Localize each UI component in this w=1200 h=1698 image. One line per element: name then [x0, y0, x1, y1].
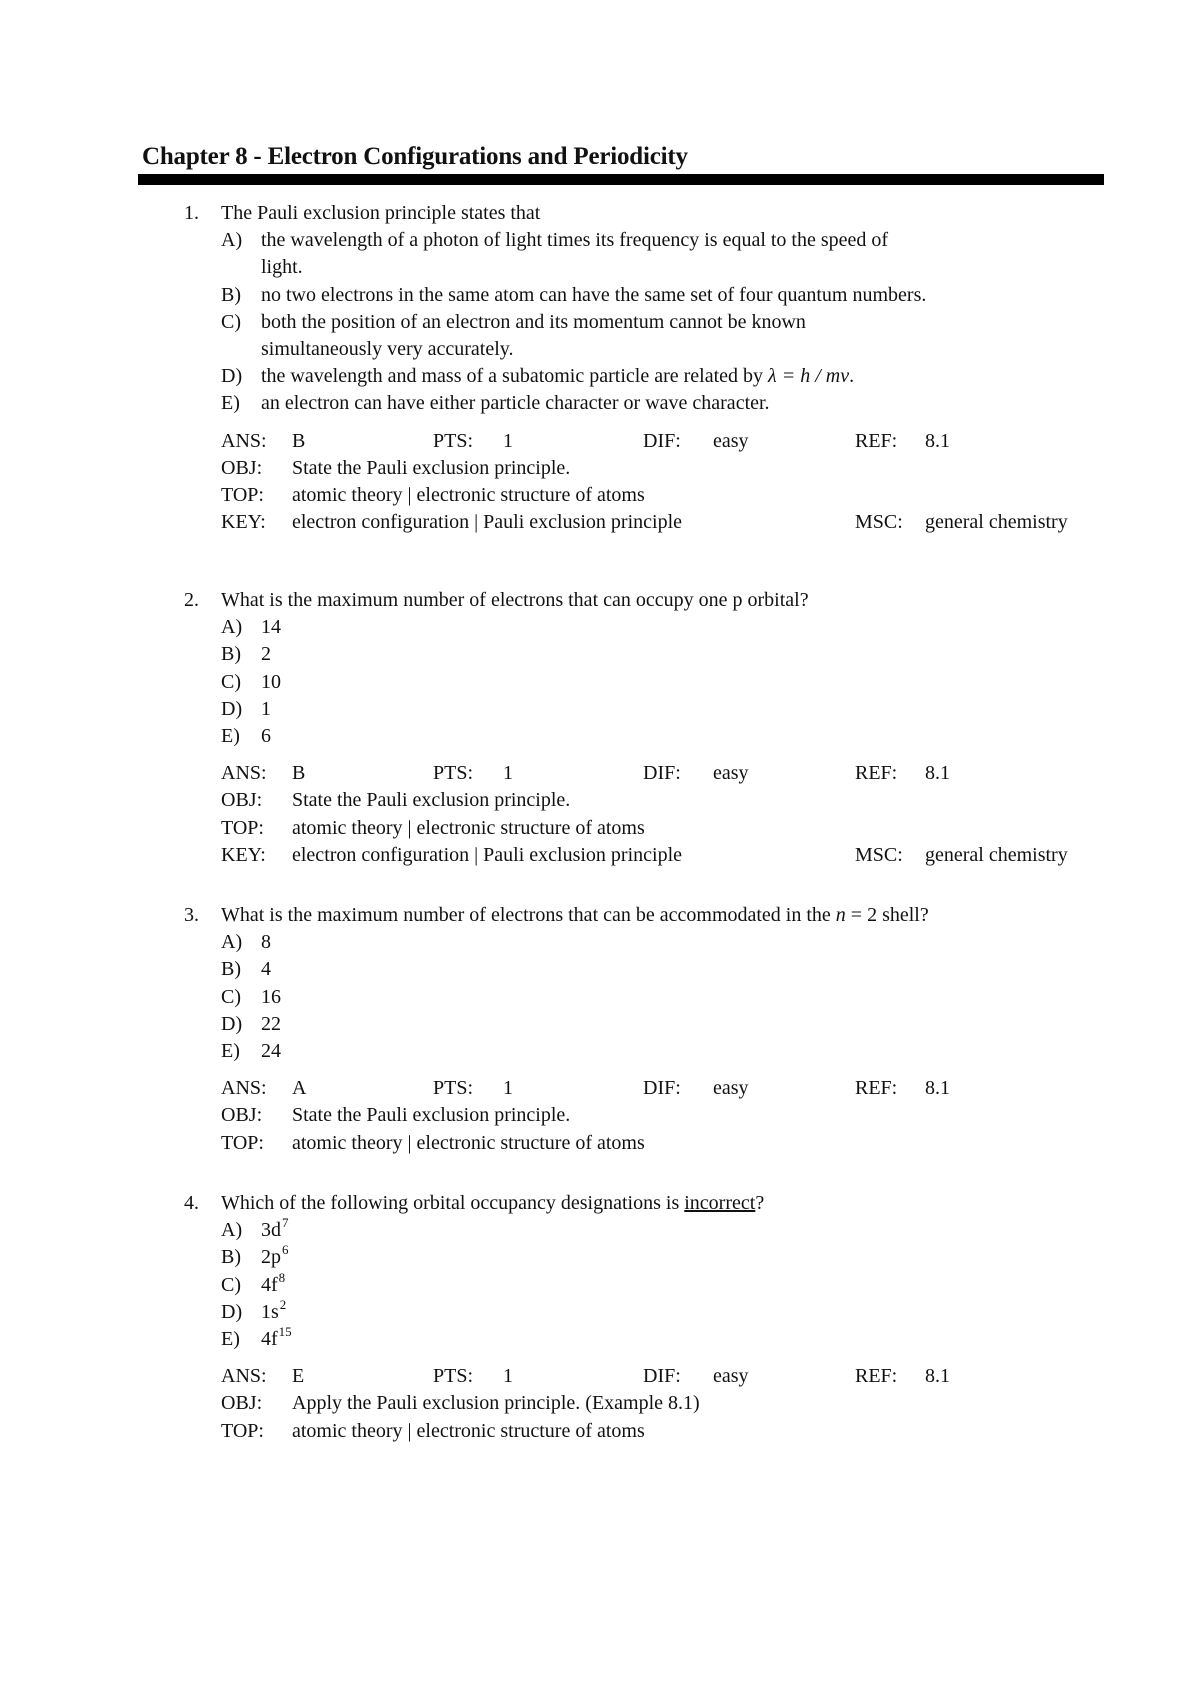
dif-label: DIF: — [643, 1365, 681, 1388]
ans-label: ANS: — [221, 1077, 267, 1100]
question-text: The Pauli exclusion principle states that — [221, 202, 541, 224]
option-letter: D) — [221, 1300, 243, 1323]
question-number: 4. — [184, 1192, 199, 1214]
question-text-part: = 2 shell? — [850, 904, 929, 926]
option-letter: C) — [221, 985, 241, 1008]
dif-label: DIF: — [643, 1077, 681, 1100]
option-letter: A) — [221, 1219, 243, 1242]
orbital-designation — [261, 1296, 287, 1327]
option-d — [0, 363, 1200, 390]
pts-label: PTS: — [433, 1365, 474, 1388]
option-a — [0, 227, 1200, 254]
ans-value: A — [292, 1077, 307, 1100]
top-value: atomic theory | electronic structure of atoms — [292, 816, 645, 839]
msc-label: MSC: — [855, 843, 903, 866]
obj-value: State the Pauli exclusion principle. — [292, 1104, 571, 1127]
question-text — [221, 902, 929, 929]
option-e — [0, 390, 1200, 417]
option-text: no two electrons in the same atom can have the same set of four quantum numbers. — [261, 283, 927, 306]
dif-value: easy — [713, 1077, 749, 1100]
ans-label: ANS: — [221, 429, 267, 452]
answer-meta — [0, 1075, 1200, 1157]
orbital-base: 3d — [261, 1219, 281, 1242]
msc-label: MSC: — [855, 511, 903, 534]
answer-meta — [0, 760, 1200, 869]
option-letter: C) — [221, 670, 241, 693]
question-text-part: Which of the following orbital occupancy designations is — [221, 1192, 680, 1214]
key-label: KEY: — [221, 843, 266, 866]
option-text: the wavelength of a photon of light times its frequency is equal to the speed of — [261, 229, 889, 252]
pts-value: 1 — [503, 1077, 513, 1100]
key-label: KEY: — [221, 511, 266, 534]
ref-label: REF: — [855, 429, 898, 452]
option-text-with-formula — [261, 363, 854, 390]
question-text-part: What is the maximum number of electrons that can be accommodated in the — [221, 904, 831, 926]
option-text: 22 — [261, 1012, 281, 1035]
orbital-occupancy: 15 — [278, 1323, 292, 1339]
question-text — [221, 1190, 764, 1217]
ref-label: REF: — [855, 762, 898, 785]
obj-label: OBJ: — [221, 789, 263, 812]
option-b — [0, 1244, 1200, 1271]
option-text: 10 — [261, 670, 281, 693]
dif-label: DIF: — [643, 762, 681, 785]
obj-label: OBJ: — [221, 1392, 263, 1415]
option-d — [0, 1011, 1200, 1038]
option-a — [0, 614, 1200, 641]
orbital-base: 2p — [261, 1246, 281, 1269]
option-suffix: . — [849, 365, 855, 388]
ans-value: B — [292, 762, 306, 785]
question-1 — [0, 200, 1200, 536]
obj-label: OBJ: — [221, 1104, 263, 1127]
option-letter: A) — [221, 931, 243, 954]
option-letter: C) — [221, 310, 241, 333]
question-text: What is the maximum number of electrons that can occupy one p orbital? — [221, 589, 809, 611]
option-text: 14 — [261, 616, 281, 639]
obj-label: OBJ: — [221, 456, 263, 479]
question-number: 2. — [184, 589, 199, 611]
ans-value: E — [292, 1365, 305, 1388]
dif-value: easy — [713, 1365, 749, 1388]
option-letter: B) — [221, 283, 241, 306]
pts-value: 1 — [503, 1365, 513, 1388]
option-letter: D) — [221, 697, 243, 720]
obj-value: State the Pauli exclusion principle. — [292, 789, 571, 812]
pts-label: PTS: — [433, 429, 474, 452]
pts-label: PTS: — [433, 1077, 474, 1100]
option-c — [0, 1269, 1200, 1299]
option-text-continued: light. — [261, 256, 303, 279]
question-number: 1. — [184, 202, 199, 224]
orbital-occupancy: 7 — [282, 1215, 289, 1231]
key-value: electron configuration | Pauli exclusion principle — [292, 843, 682, 866]
option-c — [0, 309, 1200, 336]
ans-label: ANS: — [221, 1365, 267, 1388]
ref-label: REF: — [855, 1077, 898, 1100]
option-letter: D) — [221, 1012, 243, 1035]
option-letter: A) — [221, 229, 243, 252]
dif-value: easy — [713, 429, 749, 452]
pts-label: PTS: — [433, 762, 474, 785]
question-number: 3. — [184, 904, 199, 926]
pts-value: 1 — [503, 429, 513, 452]
ans-value: B — [292, 429, 306, 452]
option-text: 16 — [261, 985, 281, 1008]
orbital-designation — [261, 1323, 292, 1354]
option-text: 2 — [261, 643, 271, 666]
option-a — [0, 929, 1200, 956]
option-d — [0, 1296, 1200, 1326]
option-b — [0, 282, 1200, 309]
option-letter: E) — [221, 724, 240, 747]
option-e — [0, 1323, 1200, 1353]
top-label: TOP: — [221, 483, 264, 506]
question-text-part: ? — [755, 1192, 765, 1214]
dif-value: easy — [713, 762, 749, 785]
option-c — [0, 669, 1200, 696]
ans-label: ANS: — [221, 762, 267, 785]
question-4 — [0, 1190, 1200, 1445]
orbital-designation — [261, 1269, 286, 1300]
ref-value: 8.1 — [925, 429, 950, 452]
orbital-base: 4f — [261, 1273, 278, 1296]
option-letter: E) — [221, 1039, 240, 1062]
option-text: 6 — [261, 724, 271, 747]
option-a — [0, 1217, 1200, 1244]
top-value: atomic theory | electronic structure of atoms — [292, 483, 645, 506]
orbital-occupancy: 8 — [278, 1269, 286, 1285]
orbital-occupancy: 2 — [279, 1296, 287, 1312]
orbital-designation — [261, 1244, 289, 1272]
top-label: TOP: — [221, 1131, 264, 1154]
option-text: 24 — [261, 1039, 281, 1062]
option-c — [0, 984, 1200, 1011]
quantum-number-variable: n — [835, 904, 846, 926]
option-text: both the position of an electron and its momentum cannot be known — [261, 310, 806, 333]
orbital-base: 4f — [261, 1327, 278, 1350]
option-text: the wavelength and mass of a subatomic particle are related by — [261, 365, 764, 388]
option-text: 8 — [261, 931, 271, 954]
ref-label: REF: — [855, 1365, 898, 1388]
option-letter: B) — [221, 1246, 241, 1269]
answer-meta — [0, 1363, 1200, 1445]
key-value: electron configuration | Pauli exclusion principle — [292, 511, 682, 534]
msc-value: general chemistry — [925, 843, 1068, 866]
top-label: TOP: — [221, 816, 264, 839]
top-label: TOP: — [221, 1419, 264, 1442]
option-letter: B) — [221, 958, 241, 981]
option-text: an electron can have either particle character or wave character. — [261, 392, 770, 415]
de-broglie-formula: λ = h / mv — [768, 365, 850, 388]
question-2 — [0, 587, 1200, 869]
ref-value: 8.1 — [925, 1077, 950, 1100]
underlined-word: incorrect — [684, 1192, 756, 1214]
option-b — [0, 641, 1200, 668]
option-e — [0, 1038, 1200, 1065]
orbital-base: 1s — [261, 1300, 279, 1323]
option-text-continued: simultaneously very accurately. — [261, 337, 514, 360]
answer-meta — [0, 428, 1200, 537]
top-value: atomic theory | electronic structure of atoms — [292, 1131, 645, 1154]
option-letter: E) — [221, 392, 240, 415]
ref-value: 8.1 — [925, 762, 950, 785]
obj-value: Apply the Pauli exclusion principle. (Example 8.1) — [292, 1392, 700, 1415]
msc-value: general chemistry — [925, 511, 1068, 534]
option-letter: D) — [221, 365, 243, 388]
pts-value: 1 — [503, 762, 513, 785]
option-text: 4 — [261, 958, 271, 981]
option-text: 1 — [261, 697, 271, 720]
top-value: atomic theory | electronic structure of atoms — [292, 1419, 645, 1442]
title-rule — [138, 174, 1104, 185]
option-e — [0, 723, 1200, 750]
option-letter: C) — [221, 1273, 241, 1296]
option-d — [0, 696, 1200, 723]
question-3 — [0, 902, 1200, 1157]
option-b — [0, 956, 1200, 983]
ref-value: 8.1 — [925, 1365, 950, 1388]
orbital-occupancy: 6 — [282, 1242, 289, 1258]
obj-value: State the Pauli exclusion principle. — [292, 456, 571, 479]
dif-label: DIF: — [643, 429, 681, 452]
option-letter: A) — [221, 616, 243, 639]
option-letter: E) — [221, 1327, 240, 1350]
option-letter: B) — [221, 643, 241, 666]
chapter-title: Chapter 8 - Electron Configurations and Periodicity — [142, 143, 688, 170]
